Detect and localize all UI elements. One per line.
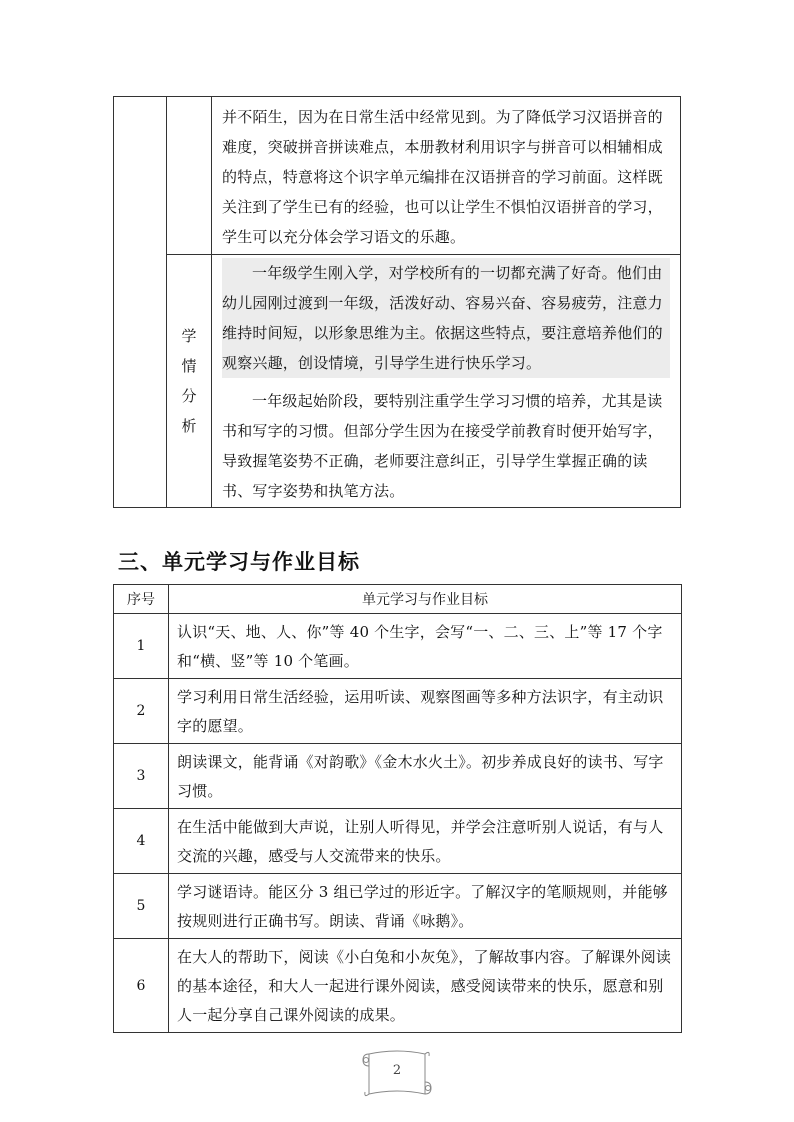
analysis-paragraph-1: 一年级学生刚入学，对学校所有的一切都充满了好奇。他们由幼儿园刚过渡到一年级，活泼好动、容易兴奋、容易疲劳，注意力维持时间短，以形象思维为主。依据这些特点，要注意培养他们的观察兴趣，创设情境，引导学生进行快乐学习。 <box>222 258 670 378</box>
section-heading: 三、单元学习与作业目标 <box>118 550 360 574</box>
row-text: 认识“天、地、人、你”等 40 个生字，会写“一、二、三、上”等 17 个字和“横、竖”等 10 个笔画。 <box>169 614 682 679</box>
empty-label-cell <box>167 97 212 255</box>
continuation-table <box>113 96 681 508</box>
table-row <box>114 614 682 679</box>
page-number-ornament <box>357 1046 437 1106</box>
header-number: 序号 <box>114 585 169 614</box>
analysis-label-char: 分 <box>181 387 197 405</box>
analysis-label-cell <box>167 255 212 508</box>
row-number: 1 <box>114 614 169 679</box>
row-number: 4 <box>114 809 169 874</box>
analysis-cell <box>212 255 681 508</box>
table-row <box>114 939 682 1033</box>
intro-cell <box>212 97 681 255</box>
header-goals: 单元学习与作业目标 <box>169 585 682 614</box>
table-row <box>114 809 682 874</box>
row-text: 在大人的帮助下，阅读《小白兔和小灰兔》，了解故事内容。了解课外阅读的基本途径，和大人一起进行课外阅读，感受阅读带来的快乐，愿意和别人一起分享自己课外阅读的成果。 <box>169 939 682 1033</box>
analysis-label-char: 析 <box>181 417 197 435</box>
goals-table <box>113 584 682 1033</box>
row-number: 2 <box>114 679 169 744</box>
table-row <box>114 679 682 744</box>
outer-category-cell <box>114 97 167 508</box>
analysis-paragraph-2: 一年级起始阶段，要特别注重学生学习习惯的培养，尤其是读书和写字的习惯。但部分学生因为在接受学前教育时便开始写字，导致握笔姿势不正确，老师要注意纠正，引导学生掌握正确的读书、写字姿势和执笔方法。 <box>222 392 663 500</box>
row-number: 5 <box>114 874 169 939</box>
intro-paragraph: 并不陌生，因为在日常生活中经常见到。为了降低学习汉语拼音的难度，突破拼音拼读难点，本册教材利用识字与拼音可以相辅相成的特点，特意将这个识字单元编排在汉语拼音的学习前面。这样既关注到了学生已有的经验，也可以让学生不惧怕汉语拼音的学习，学生可以充分体会学习语文的乐趣。 <box>222 107 663 246</box>
goals-header-row <box>114 585 682 614</box>
row-text: 学习谜语诗。能区分 3 组已学过的形近字。了解汉字的笔顺规则，并能够按规则进行正确书写。朗读、背诵《咏鹅》。 <box>169 874 682 939</box>
row-text: 学习利用日常生活经验，运用听读、观察图画等多种方法识字，有主动识字的愿望。 <box>169 679 682 744</box>
row-number: 6 <box>114 939 169 1033</box>
row-text: 朗读课文，能背诵《对韵歌》《金木水火土》。初步养成良好的读书、写字习惯。 <box>169 744 682 809</box>
analysis-label-char: 情 <box>181 357 197 375</box>
analysis-label-char: 学 <box>181 327 197 345</box>
row-number: 3 <box>114 744 169 809</box>
analysis-label <box>167 321 211 441</box>
table-row <box>114 874 682 939</box>
row-text: 在生活中能做到大声说，让别人听得见，并学会注意听别人说话，有与人交流的兴趣，感受与人交流带来的快乐。 <box>169 809 682 874</box>
page-number: 2 <box>392 1063 402 1078</box>
table-row <box>114 744 682 809</box>
